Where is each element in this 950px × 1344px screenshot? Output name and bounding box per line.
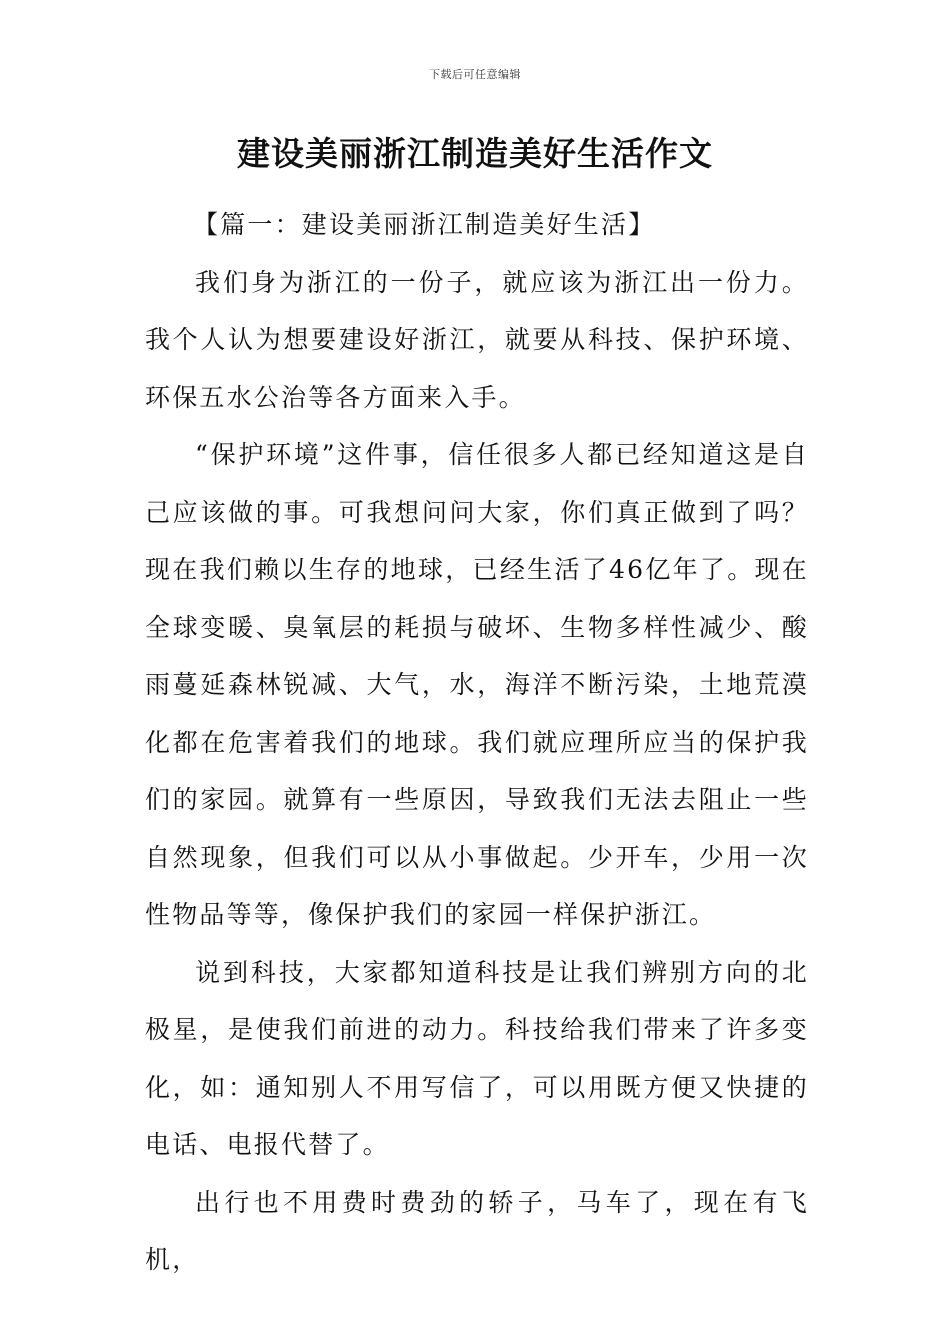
header-note: 下载后可任意编辑 (429, 68, 521, 81)
paragraph-3: 说到科技，大家都知道科技是让我们辨别方向的北极星，是使我们前进的动力。科技给我们带来了许多变化，如：通知别人不用写信了，可以用既方便又快捷的电话、电报代替了。 (145, 957, 809, 1159)
paragraph-4: 出行也不用费时费劲的轿子，马车了，现在有飞机， (145, 1187, 809, 1274)
paragraph-2: “保护环境”这件事，信任很多人都已经知道这是自己应该做的事。可我想问问大家，你们真正做到了吗？现在我们赖以生存的地球，已经生活了46亿年了。现在全球变暖、臭氧层的耗损与破坏、生物多样性减少、酸雨蔓延森林锐减、大气，水，海洋不断污染，土地荒漠化都在危害着我们的地球。我们就应理所应当的保护我们的家园。就算有一些原因，导致我们无法去阻止一些自然现象，但我们可以从小事做起。少开车，少用一次性物品等等，像保护我们的家园一样保护浙江。 (145, 440, 809, 929)
document-body (145, 196, 809, 1289)
section-heading: 【篇一：建设美丽浙江制造美好生活】 (193, 210, 656, 239)
paragraph-1: 我们身为浙江的一份子，就应该为浙江出一份力。我个人认为想要建设好浙江，就要从科技、保护环境、环保五水公治等各方面来入手。 (145, 267, 809, 412)
document-title: 建设美丽浙江制造美好生活作文 (237, 134, 713, 173)
